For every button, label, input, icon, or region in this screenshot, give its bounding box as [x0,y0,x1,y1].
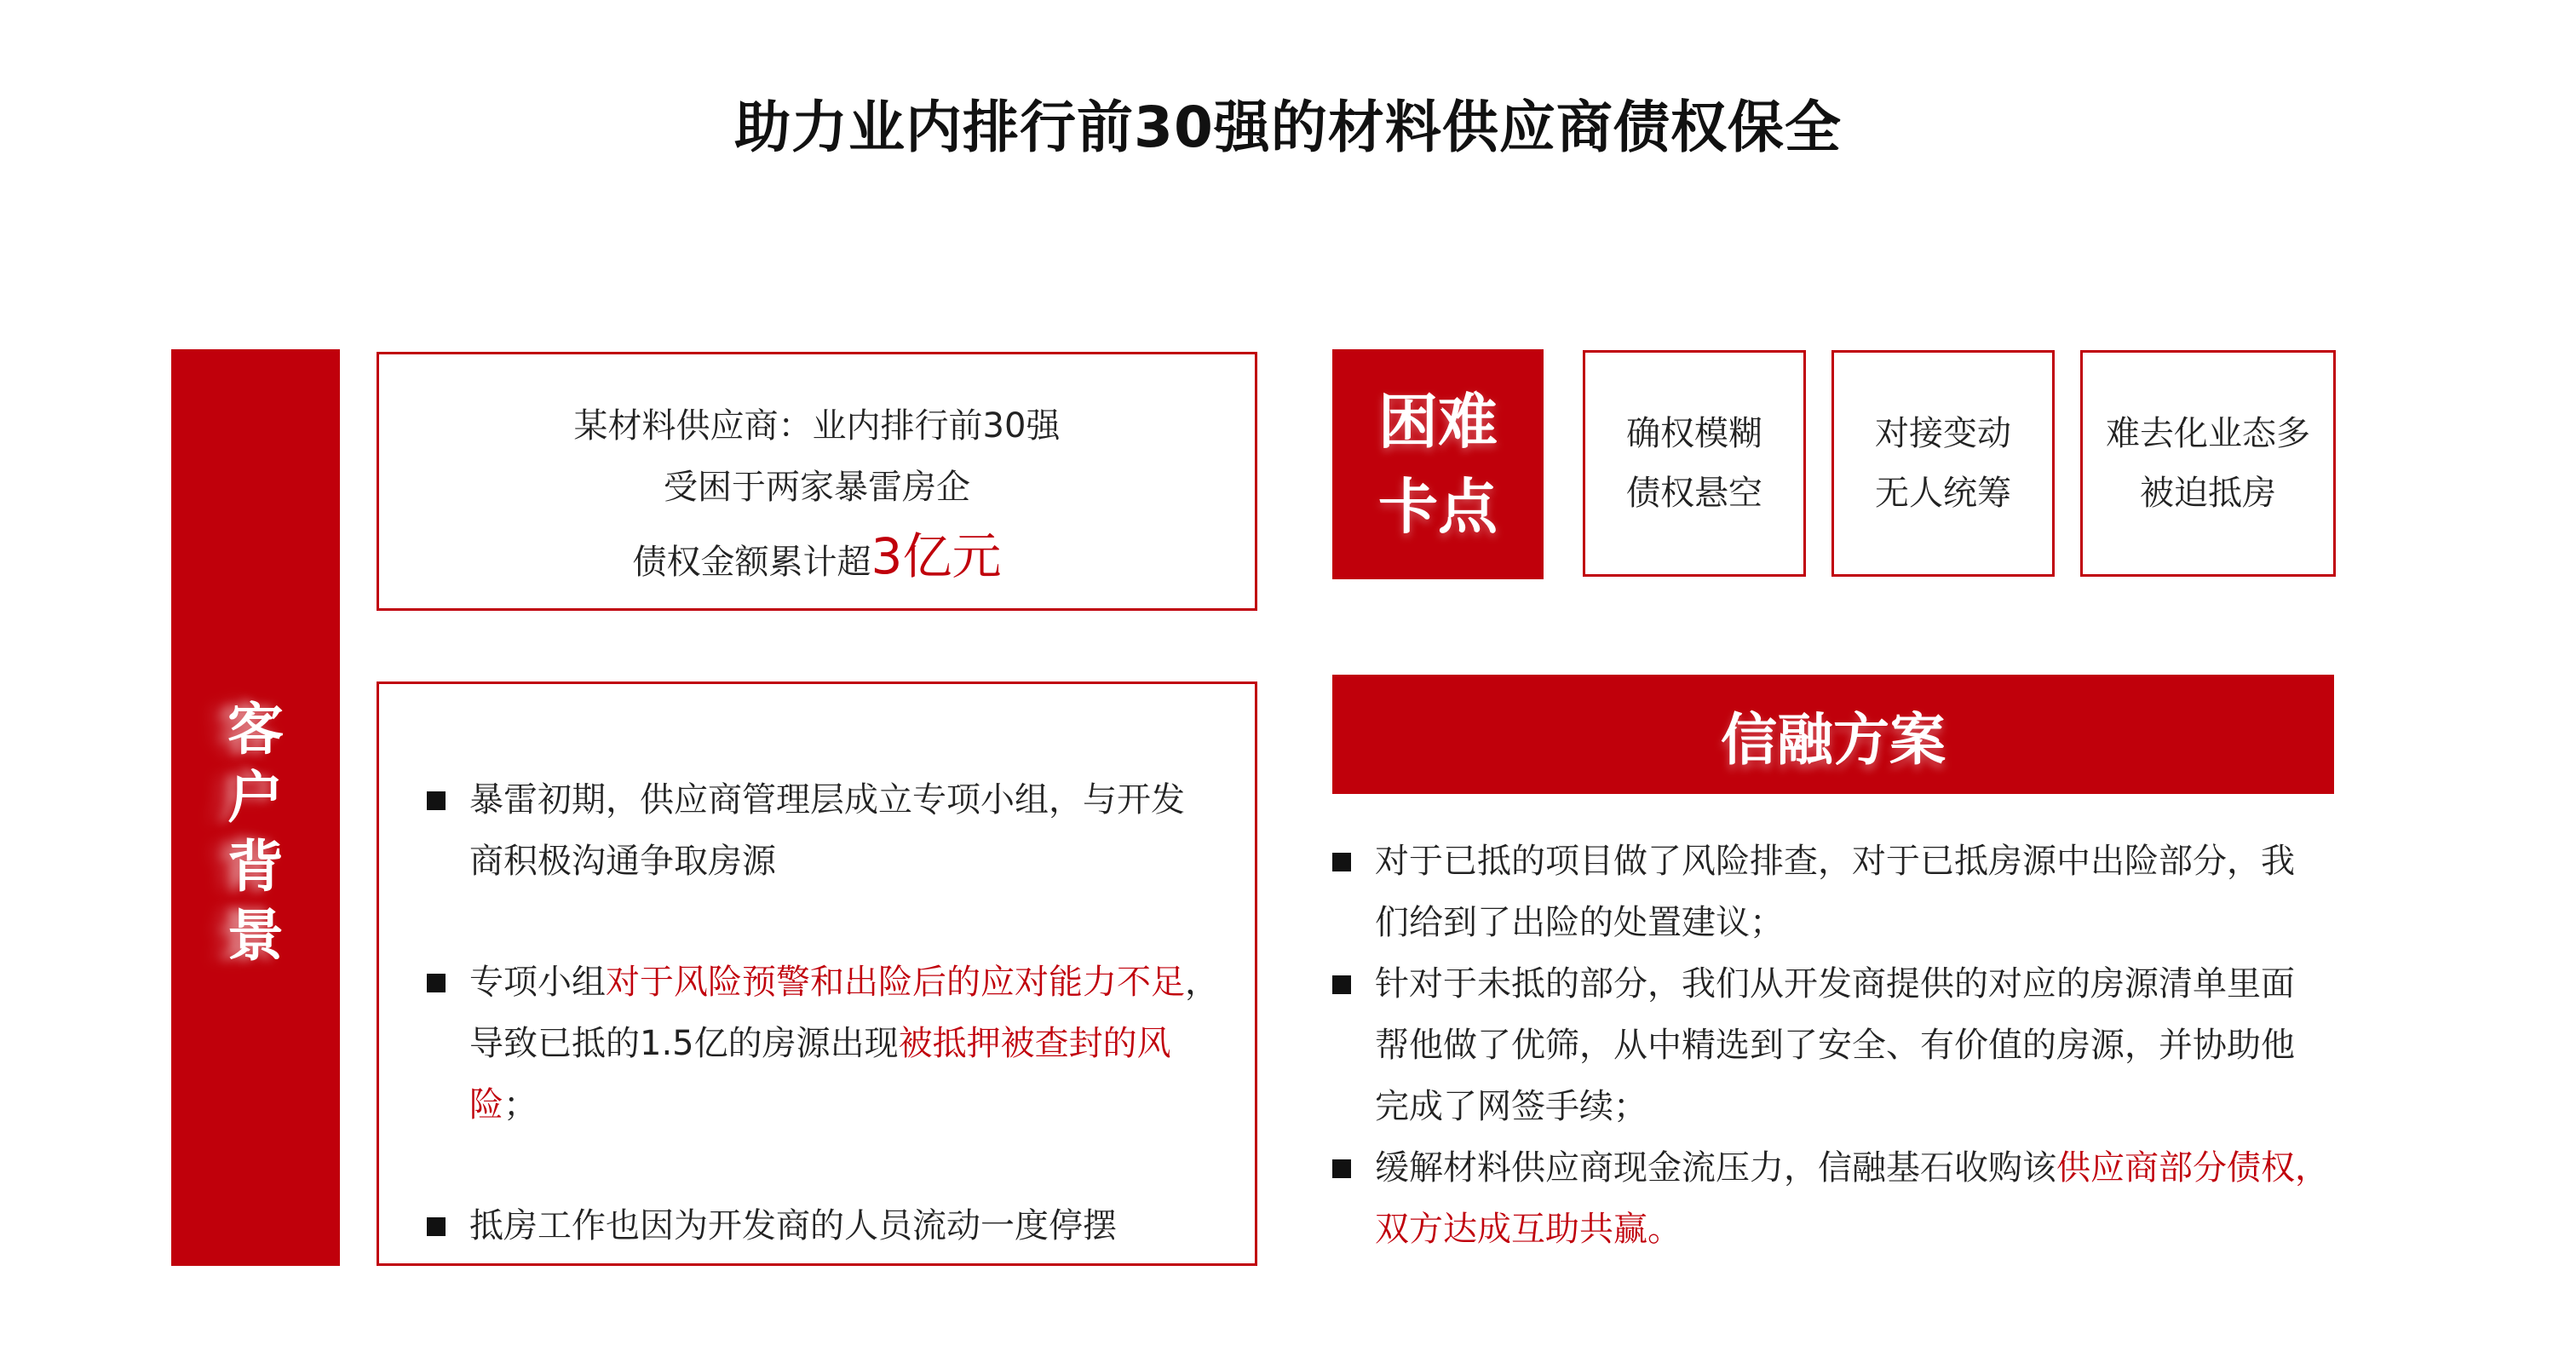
background-bullet-1: 暴雷初期，供应商管理层成立专项小组，与开发 商积极沟通争取房源 [427,769,1221,892]
pain-point-box: 对接变动 无人统筹 [1831,350,2055,577]
solution-bullet-3: 缓解材料供应商现金流压力，信融基石收购该供应商部分债权， 双方达成互助共赢。 [1332,1137,2334,1260]
pain-points-header [1332,349,1544,579]
solution-list [1332,831,2334,1260]
pain-points-head-line-1: 困难 [1378,387,1498,457]
bullet-square-icon [427,791,446,810]
bullet-square-icon [427,974,446,992]
debt-amount-label: 债权金额累计超 [632,543,871,582]
bullet-square-icon [1332,1159,1351,1178]
sidebar-char: 背 [227,834,284,900]
page-title: 助力业内排行前30强的材料供应商债权保全 [734,95,1842,160]
client-background-sidebar [171,349,340,1266]
seizure-risk-highlight: 被抵押被查封的风险 [469,1024,1171,1124]
solution-bullet-1: 对于已抵的项目做了风险排查，对于已抵房源中出险部分，我 们给到了出险的处置建议； [1332,831,2334,953]
pain-point-box: 难去化业态多 被迫抵房 [2080,350,2336,577]
background-details-box [377,682,1257,1266]
debt-amount-value: 3亿元 [871,527,1002,585]
win-win-highlight: 双方达成互助共赢。 [1375,1210,1682,1249]
sidebar-char: 客 [227,696,284,762]
background-bullet-2: 专项小组对于风险预警和出险后的应对能力不足， 导致已抵的1.5亿的房源出现被抵押被查封的风险； [427,952,1221,1136]
risk-capability-highlight: 对于风险预警和出险后的应对能力不足 [606,963,1185,1002]
partial-debt-highlight: 供应商部分债权， [2056,1148,2329,1188]
client-line-1: 某材料供应商：业内排行前30强 [573,406,1061,446]
client-line-2: 受困于两家暴雷房企 [664,468,970,507]
solution-bullet-2: 针对于未抵的部分，我们从开发商提供的对应的房源清单里面 帮他做了优筛，从中精选到了安全、有价值的房源，并协助他 完成了网签手续； [1332,953,2334,1137]
sidebar-char: 景 [227,902,284,969]
bullet-square-icon [1332,975,1351,994]
client-background-label [227,696,284,970]
solution-banner: 信融方案 [1332,675,2334,794]
client-line-3 [379,518,1255,595]
bullet-square-icon [1332,853,1351,871]
background-bullet-3: 抵房工作也因为开发商的人员流动一度停摆 [427,1195,1221,1257]
client-summary-box [377,352,1257,611]
pain-point-box: 确权模糊 债权悬空 [1583,350,1806,577]
bullet-square-icon [427,1217,446,1236]
pain-points-head-line-2: 卡点 [1378,472,1498,542]
sidebar-char: 户 [227,765,284,831]
